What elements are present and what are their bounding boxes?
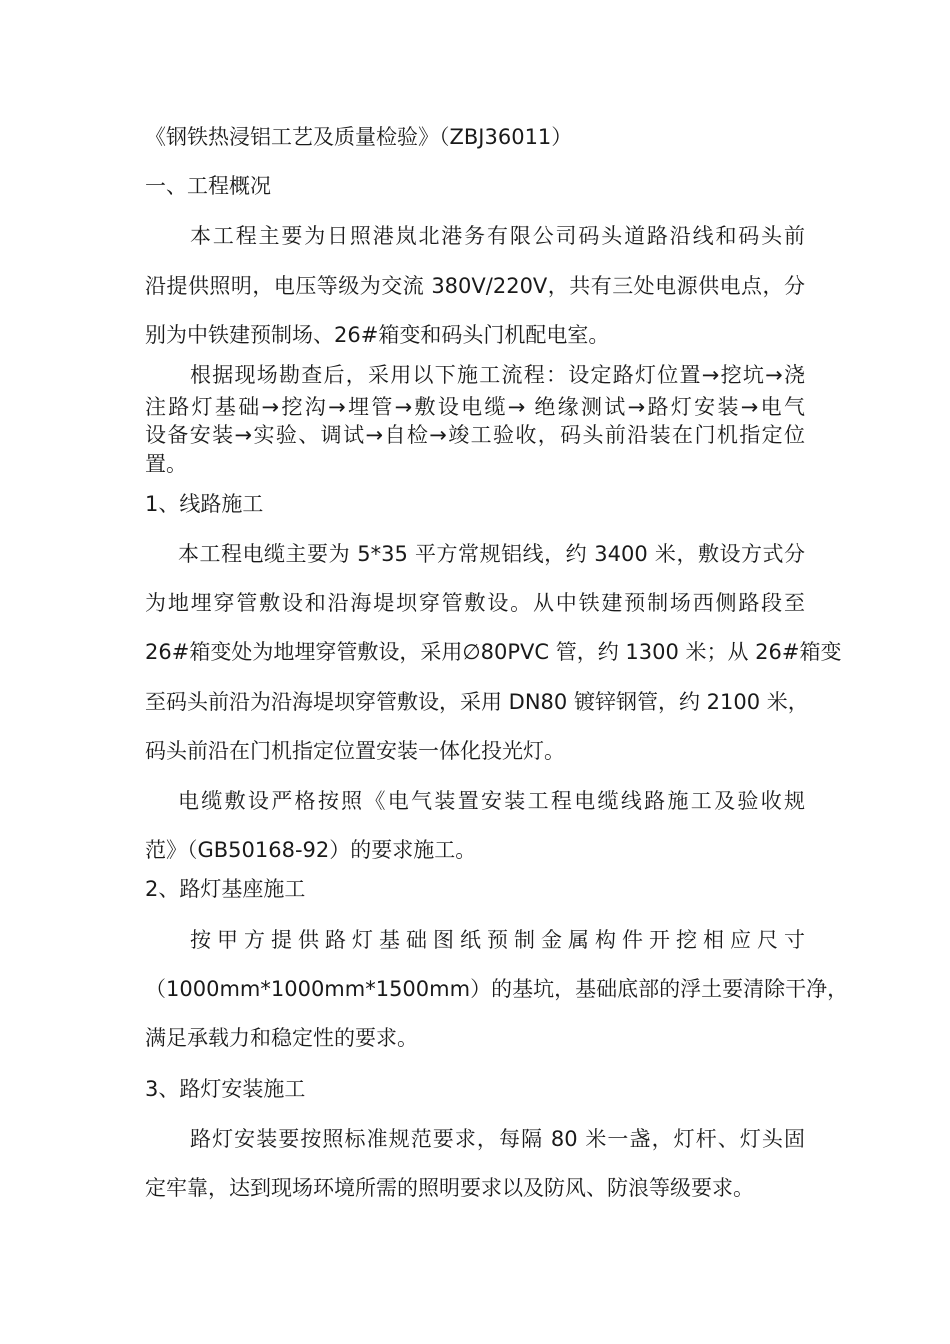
paragraph-line: 沿提供照明，电压等级为交流 380V/220V，共有三处电源供电点，分 (145, 274, 805, 298)
paragraph-line: 定牢靠，达到现场环境所需的照明要求以及防风、防浪等级要求。 (145, 1176, 754, 1200)
paragraph-line: 为地埋穿管敷设和沿海堤坝穿管敷设。从中铁建预制场西侧路段至 (145, 591, 805, 615)
paragraph-line: 本工程主要为日照港岚北港务有限公司码头道路沿线和码头前 (190, 224, 805, 248)
paragraph-line: 本工程电缆主要为 5*35 平方常规铝线，约 3400 米，敷设方式分 (178, 542, 805, 566)
paragraph-line: 范》（GB50168-92）的要求施工。 (145, 838, 477, 862)
section-heading-lamp-install: 3、路灯安装施工 (145, 1077, 306, 1101)
paragraph-line: 路灯安装要按照标准规范要求，每隔 80 米一盏，灯杆、灯头固 (190, 1127, 805, 1151)
paragraph-line: 26#箱变处为地埋穿管敷设，采用∅80PVC 管，约 1300 米；从 26#箱变 (145, 640, 842, 664)
paragraph-line: 按甲方提供路灯基础图纸预制金属构件开挖相应尺寸 (190, 928, 805, 952)
paragraph-line: 电缆敷设严格按照《电气装置安装工程电缆线路施工及验收规 (178, 789, 805, 813)
paragraph-line: 别为中铁建预制场、26#箱变和码头门机配电室。 (145, 323, 610, 347)
reference-standard-line: 《钢铁热浸铝工艺及质量检验》（ZBJ36011） (145, 125, 573, 149)
paragraph-line: 满足承载力和稳定性的要求。 (145, 1026, 418, 1050)
paragraph-line: 根据现场勘查后，采用以下施工流程：设定路灯位置→挖坑→浇 (190, 363, 805, 387)
paragraph-line: 注路灯基础→挖沟→埋管→敷设电缆→ 绝缘测试→路灯安装→电气 (145, 395, 805, 419)
section-heading-line-construction: 1、线路施工 (145, 492, 264, 516)
section-heading-overview: 一、工程概况 (145, 174, 271, 198)
section-heading-lamp-base: 2、路灯基座施工 (145, 877, 306, 901)
paragraph-line: 至码头前沿为沿海堤坝穿管敷设，采用 DN80 镀锌钢管，约 2100 米， (145, 690, 809, 714)
paragraph-line: 码头前沿在门机指定位置安装一体化投光灯。 (145, 739, 565, 763)
paragraph-line: （1000mm*1000mm*1500mm）的基坑，基础底部的浮土要清除干净， (145, 977, 849, 1001)
paragraph-line: 设备安装→实验、调试→自检→竣工验收，码头前沿装在门机指定位 (145, 423, 805, 447)
paragraph-line: 置。 (145, 452, 187, 476)
